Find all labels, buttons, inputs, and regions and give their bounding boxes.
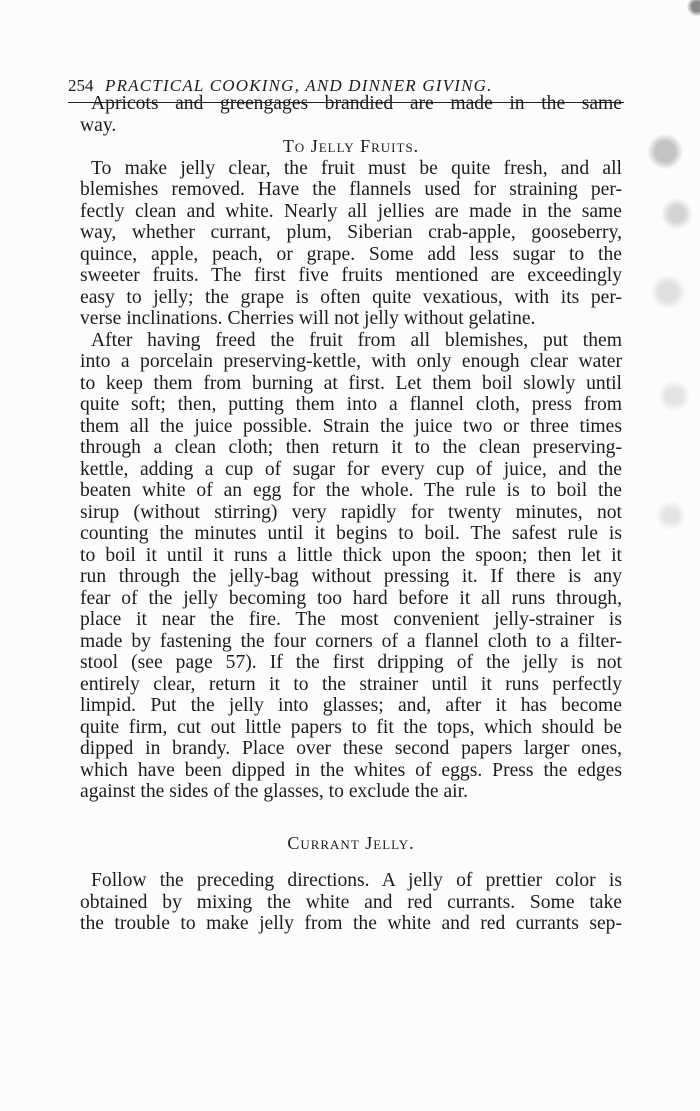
page-number: 254 xyxy=(68,76,94,95)
text-line: made by fastening the four corners of a flannel cloth to a filter- xyxy=(80,630,622,652)
text-line: sirup (without stirring) very rapidly for twenty minutes, not xyxy=(80,501,622,523)
text-line: easy to jelly; the grape is often quite vexatious, with its per- xyxy=(80,286,622,308)
text-line: them all the juice possible. Strain the juice two or three times xyxy=(80,415,622,437)
bleed-through-illustration xyxy=(642,110,700,630)
text-line: against the sides of the glasses, to exclude the air. xyxy=(80,781,468,802)
section-spacer xyxy=(80,854,622,870)
text-line: which have been dipped in the whites of eggs. Press the edges xyxy=(80,759,622,781)
text-line: to boil it until it runs a little thick upon the spoon; then let it xyxy=(80,544,622,566)
text-line: way, whether currant, plum, Siberian crab-apple, gooseberry, xyxy=(80,222,622,243)
text-line: Apricots and greengages brandied are made in the same xyxy=(91,93,622,114)
text-line: fectly clean and white. Nearly all jellies are made in the same xyxy=(80,200,622,222)
text-line: entirely clear, return it to the strainer until it runs perfectly xyxy=(80,673,622,695)
running-title: PRACTICAL COOKING, AND DINNER GIVING. xyxy=(105,76,493,95)
text-line: into a porcelain preserving-kettle, with only enough clear water xyxy=(80,351,622,372)
text-line: After having freed the fruit from all blemishes, put them xyxy=(91,329,622,351)
text-line: sweeter fruits. The first five fruits mentioned are exceedingly xyxy=(80,265,622,286)
text-line: counting the minutes until it begins to boil. The safest rule is xyxy=(80,523,622,544)
text-line: quince, apple, peach, or grape. Some add less sugar to the xyxy=(80,243,622,265)
text-line: quite soft; then, putting them into a flannel cloth, press from xyxy=(80,394,622,415)
scan-edge-mark xyxy=(684,0,700,22)
text-line: To make jelly clear, the fruit must be quite fresh, and all xyxy=(91,157,622,179)
text-line: beaten white of an egg for the whole. The rule is to boil the xyxy=(80,480,622,501)
text-line: place it near the fire. The most convenient jelly-strainer is xyxy=(80,609,622,630)
section-heading: Currant Jelly. xyxy=(287,832,415,853)
text-line: to keep them from burning at first. Let them boil slowly until xyxy=(80,372,622,394)
section-spacer xyxy=(80,803,622,833)
text-line: quite firm, cut out little papers to fit the tops, which should be xyxy=(80,716,622,738)
text-line: fear of the jelly becoming too hard before it all runs through, xyxy=(80,587,622,609)
text-line: stool (see page 57). If the first dripping of the jelly is not xyxy=(80,652,622,673)
text-line: kettle, adding a cup of sugar for every cup of juice, and the xyxy=(80,458,622,480)
text-line: verse inclinations. Cherries will not jelly without gelatine. xyxy=(80,308,536,329)
text-line: dipped in brandy. Place over these second papers larger ones, xyxy=(80,738,622,759)
text-line: obtained by mixing the white and red currants. Some take xyxy=(80,891,622,913)
text-line: run through the jelly-bag without pressing it. If there is any xyxy=(80,566,622,587)
page-body xyxy=(80,93,622,935)
text-line: through a clean cloth; then return it to the clean preserving- xyxy=(80,437,622,458)
text-line: limpid. Put the jelly into glasses; and, after it has become xyxy=(80,695,622,716)
section-heading: To Jelly Fruits. xyxy=(282,136,420,156)
text-line: Follow the preceding directions. A jelly of prettier color is xyxy=(91,870,622,891)
text-line: the trouble to make jelly from the white and red currants sep- xyxy=(80,913,622,934)
text-line: blemishes removed. Have the flannels used for straining per- xyxy=(80,179,622,200)
text-line: way. xyxy=(80,114,117,136)
